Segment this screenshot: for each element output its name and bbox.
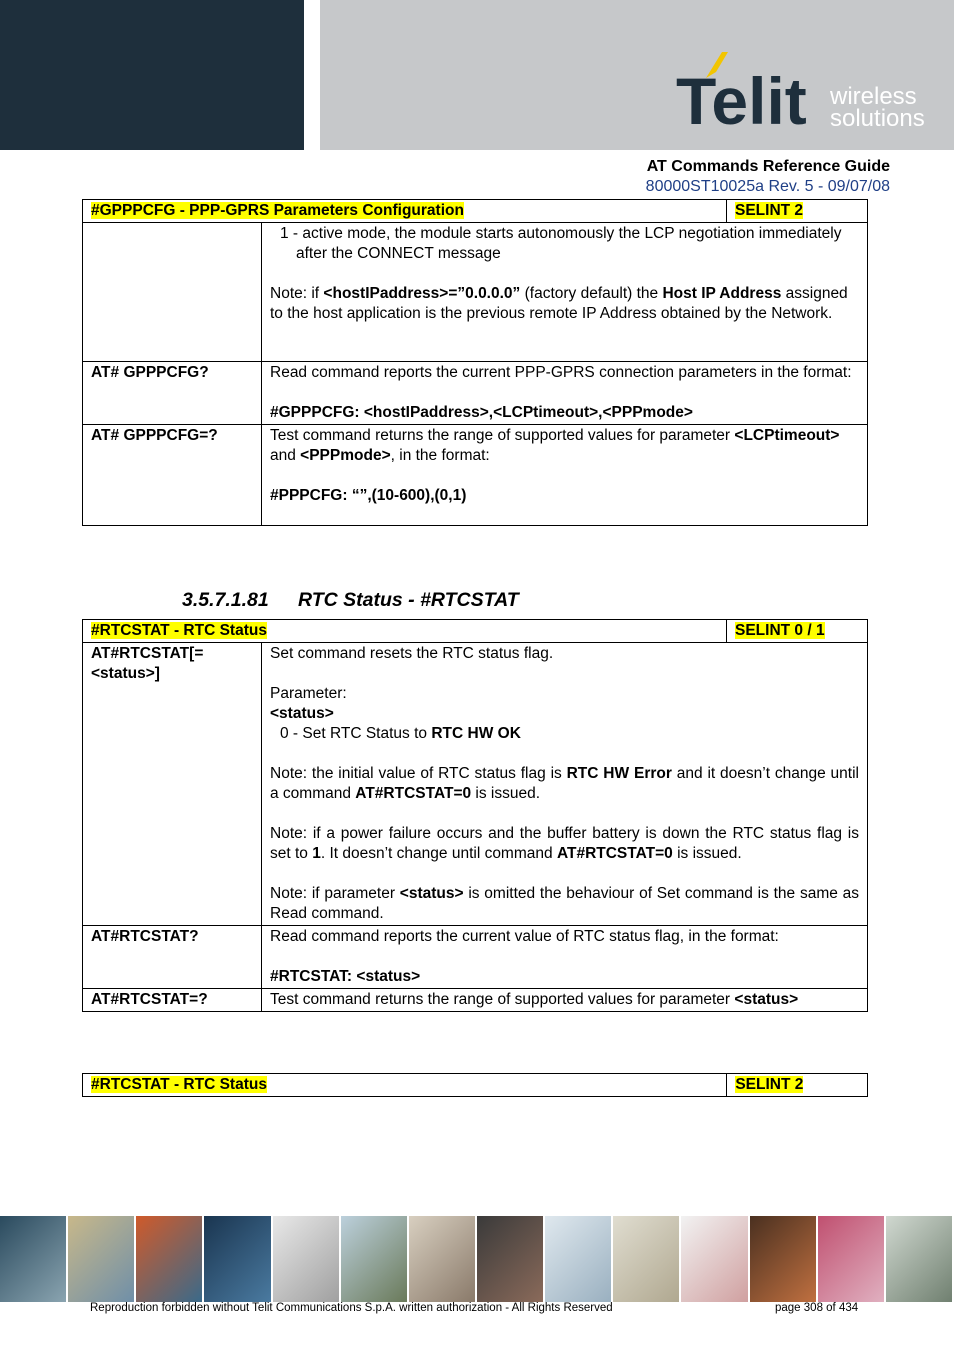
brand-tagline-2: solutions [830, 105, 925, 132]
read-format: #RTCSTAT: <status> [270, 968, 421, 985]
parameter-label: Parameter: [270, 685, 347, 702]
table-row [83, 425, 868, 526]
footer-photo [136, 1216, 204, 1302]
table-row [83, 989, 868, 1012]
host-ip-note: Note: if <hostIPaddress>=”0.0.0.0” (factory default) the Host IP Address assigned to the host application is the previous remote IP Address obtained by the Network. [270, 285, 848, 322]
footer-photo [681, 1216, 749, 1302]
rtcstat-selint2-table [82, 1073, 868, 1097]
command-name: AT#RTCSTAT[=<status>] [83, 643, 262, 926]
footer-photo [68, 1216, 136, 1302]
table-row [83, 643, 868, 926]
table-header-row [83, 620, 868, 643]
section-number: 3.5.7.1.81 [182, 589, 269, 611]
table-title: #GPPPCFG - PPP-GPRS Parameters Configuration [91, 202, 464, 219]
selint-label: SELINT 2 [735, 202, 804, 219]
parameter-name: <status> [270, 705, 334, 722]
note-initial-value: Note: the initial value of RTC status flag is RTC HW Error and it doesn’t change until a command AT#RTCSTAT=0 is issued. [270, 765, 859, 802]
brand-name: Telit [676, 64, 807, 132]
table-row [83, 362, 868, 425]
read-description: Read command reports the current PPP-GPRS connection parameters in the format: [270, 364, 852, 381]
command-name: AT#RTCSTAT? [83, 926, 262, 989]
table-row [83, 926, 868, 989]
footer-photo [886, 1216, 954, 1302]
footer-photo [409, 1216, 477, 1302]
test-description: Test command returns the range of supported values for parameter <LCPtimeout> and <PPPmode>, in the format: [270, 427, 840, 464]
read-description: Read command reports the current value of RTC status flag, in the format: [270, 928, 779, 945]
test-description: Test command returns the range of supported values for parameter <status> [270, 991, 799, 1008]
copyright-notice: Reproduction forbidden without Telit Communications S.p.A. written authorization - All Rights Reserved [90, 1302, 613, 1314]
command-name: AT# GPPPCFG? [83, 362, 262, 425]
footer-photo-strip [0, 1216, 954, 1302]
section-heading [182, 589, 519, 612]
table-title: #RTCSTAT - RTC Status [91, 1076, 267, 1093]
table-row [83, 223, 868, 362]
footer-photo [750, 1216, 818, 1302]
table-header-row [83, 1074, 868, 1097]
telit-logo [676, 48, 936, 132]
footer-photo [0, 1216, 68, 1302]
brand-tagline-1: wireless [830, 83, 917, 110]
footer-photo [273, 1216, 341, 1302]
doc-code: 80000ST10025a Rev. 5 - 09/07/08 [645, 178, 890, 195]
rtcstat-table [82, 619, 868, 1012]
note-power-failure: Note: if a power failure occurs and the buffer battery is down the RTC status flag is set to 1. It doesn’t change until command AT#RTCSTAT=0 is issued. [270, 825, 859, 862]
footer-photo [204, 1216, 272, 1302]
selint-label: SELINT 2 [735, 1076, 804, 1093]
table-header-row [83, 200, 868, 223]
table-title: #RTCSTAT - RTC Status [91, 622, 267, 639]
read-format: #GPPPCFG: <hostIPaddress>,<LCPtimeout>,<PPPmode> [270, 404, 693, 421]
footer-photo [613, 1216, 681, 1302]
footer-photo [477, 1216, 545, 1302]
command-name: AT# GPPPCFG=? [83, 425, 262, 526]
page-number: page 308 of 434 [775, 1302, 859, 1314]
test-format: #PPPCFG: “”,(10-600),(0,1) [270, 487, 467, 504]
header-dark-panel [0, 0, 304, 150]
selint-label: SELINT 0 / 1 [735, 622, 825, 639]
parameter-value: 0 - Set RTC Status to RTC HW OK [280, 725, 521, 742]
mode-description: 1 - active mode, the module starts autonomously the LCP negotiation immediately after the CONNECT message [280, 225, 842, 262]
gpppcfg-table [82, 199, 868, 526]
footer-photo [341, 1216, 409, 1302]
footer-photo [818, 1216, 886, 1302]
set-description: Set command resets the RTC status flag. [270, 645, 554, 662]
note-omitted-parameter: Note: if parameter <status> is omitted the behaviour of Set command is the same as Read command. [270, 885, 860, 922]
command-name: AT#RTCSTAT=? [83, 989, 262, 1012]
section-title: RTC Status - #RTCSTAT [298, 589, 519, 611]
doc-title: AT Commands Reference Guide [646, 158, 890, 175]
footer-photo [545, 1216, 613, 1302]
